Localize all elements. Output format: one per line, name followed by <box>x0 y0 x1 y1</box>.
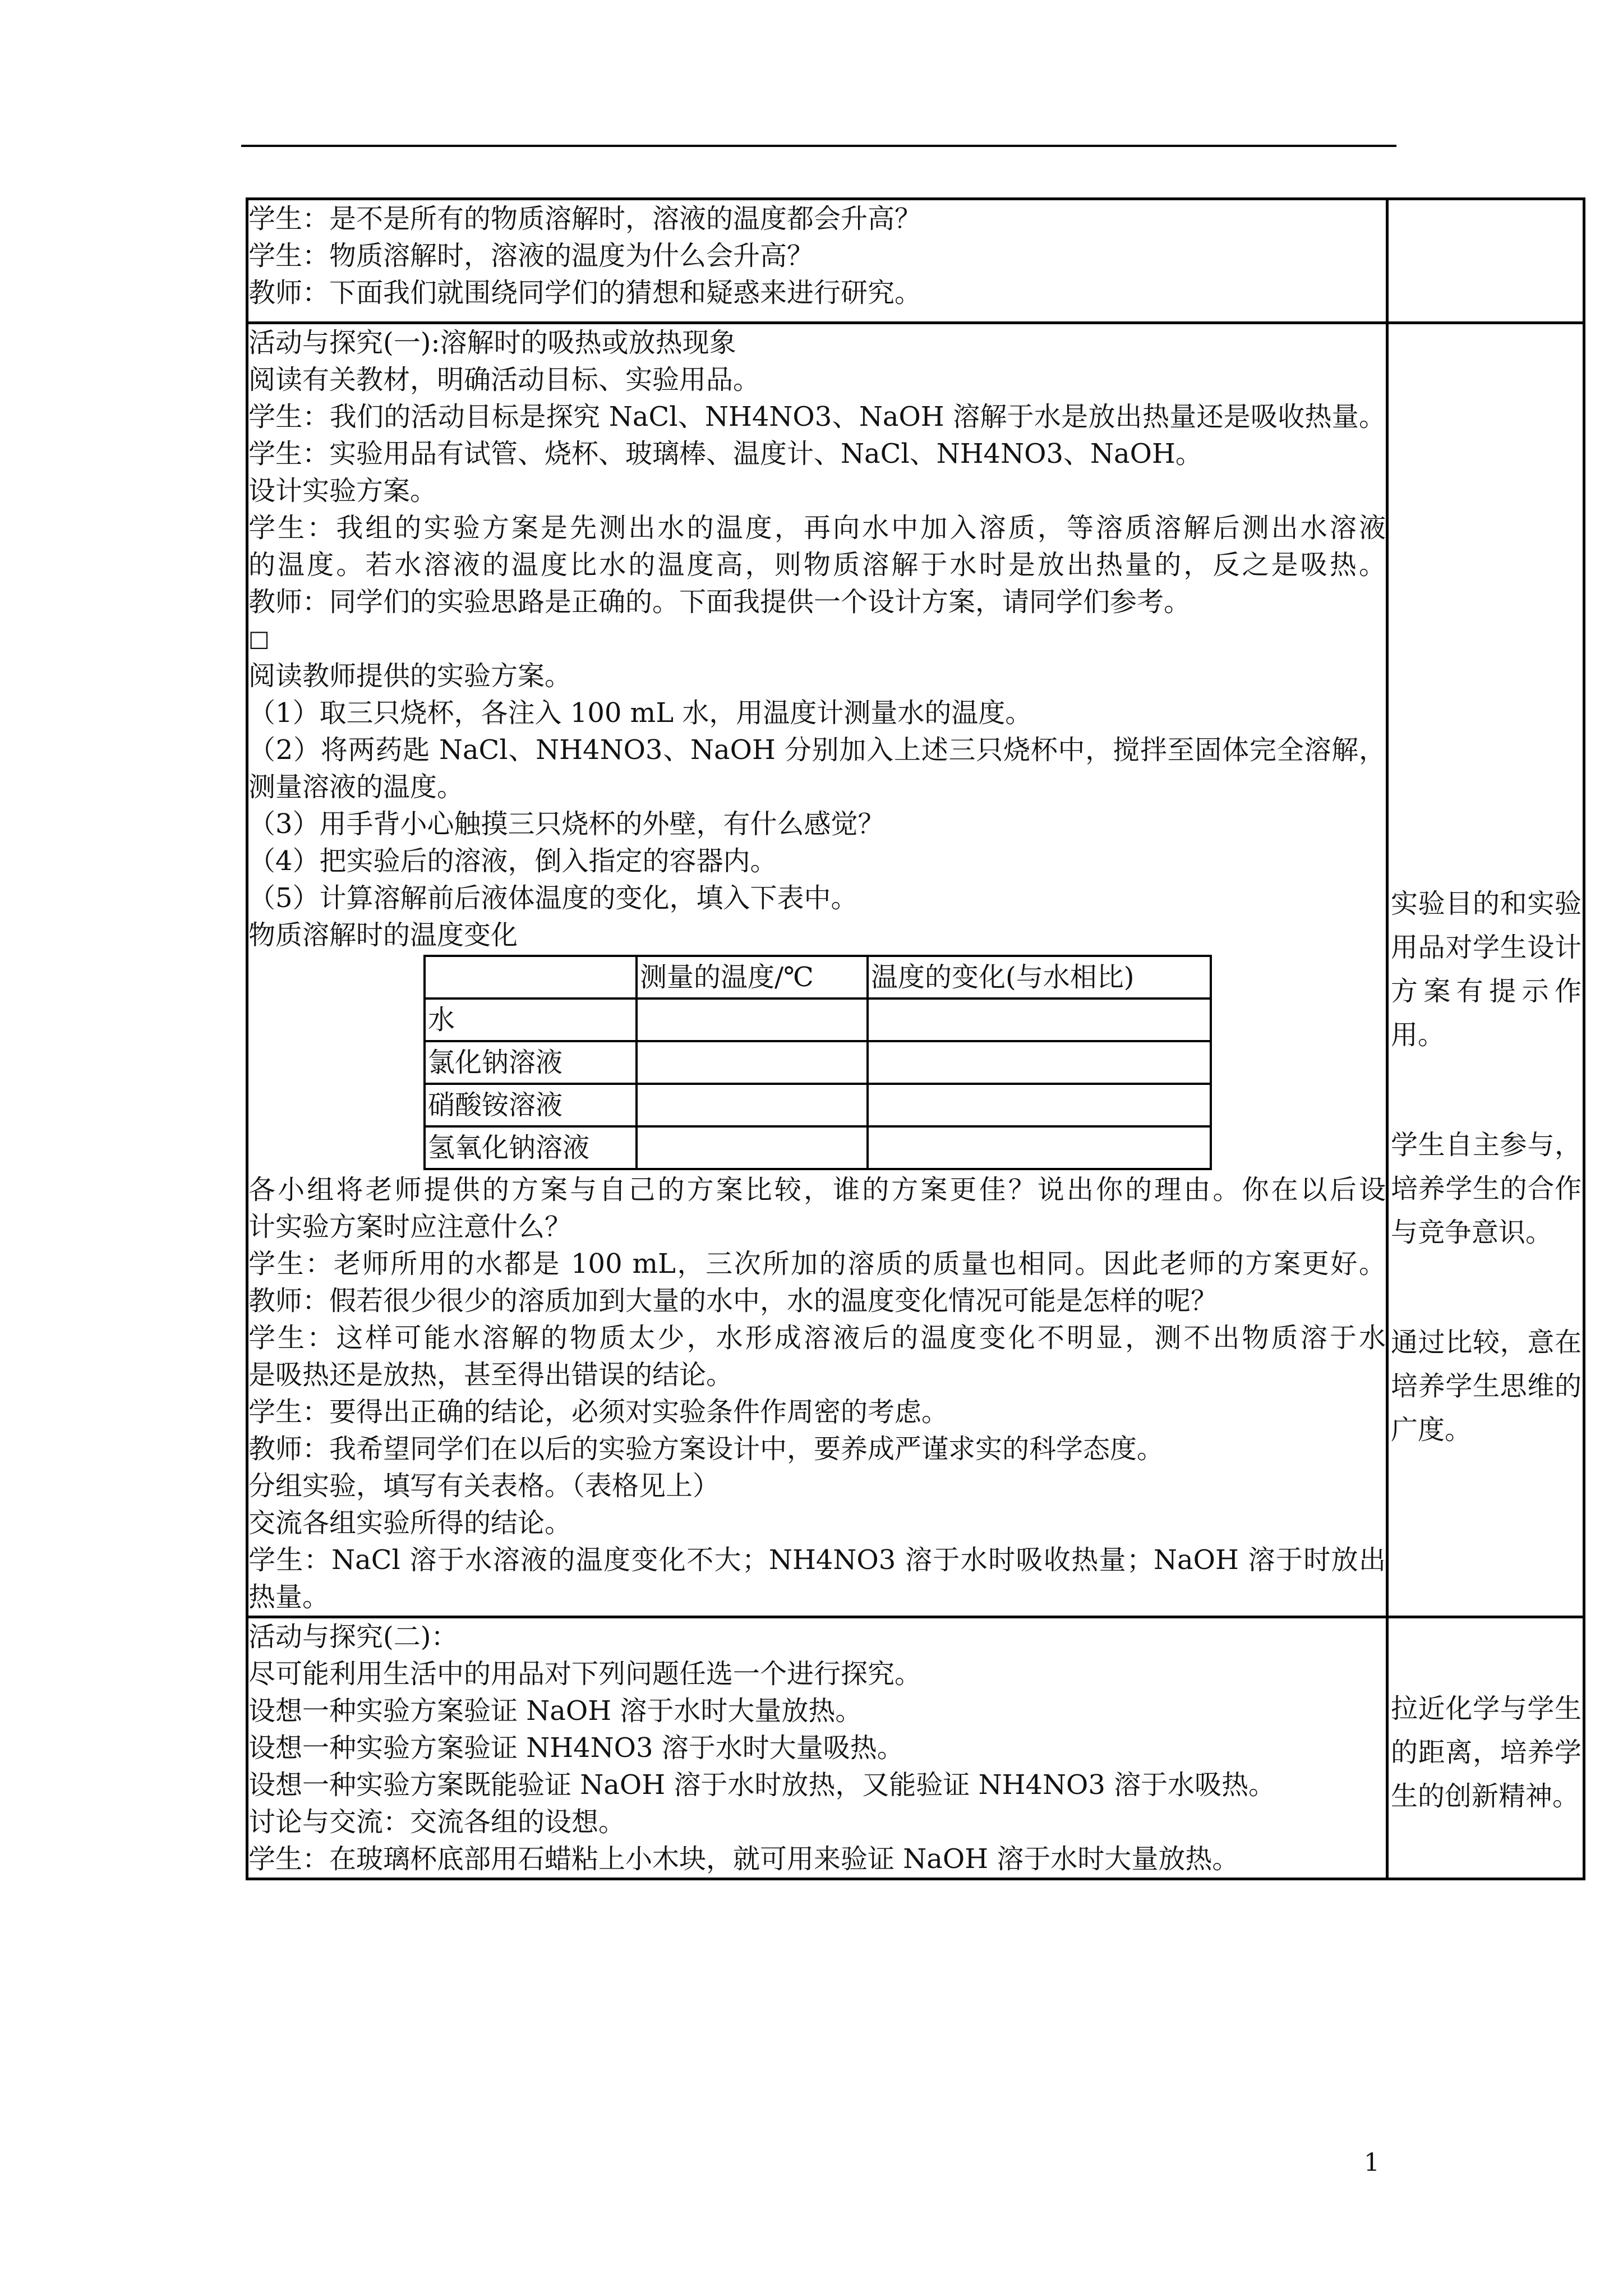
table-row <box>425 1126 1211 1169</box>
table-row-label: 氯化钠溶液 <box>425 1041 637 1084</box>
section1-notes-cell <box>1387 323 1584 1617</box>
section1-heading: 活动与探究(一):溶解时的吸热或放热现象 <box>248 327 736 358</box>
table-row-section2 <box>247 1617 1584 1879</box>
section2-line: 学生：在玻璃杯底部用石蜡粘上小木块，就可用来验证 NaOH 溶于水时大量放热。 <box>248 1843 1239 1875</box>
section1-cell <box>247 323 1387 1617</box>
section1-line: 阅读教师提供的实验方案。 <box>248 660 572 692</box>
section2-heading: 活动与探究(二)： <box>248 1621 458 1653</box>
placeholder-box-glyph: □ <box>248 626 270 652</box>
temperature-data-table <box>423 955 1212 1170</box>
procedure-step: （5）计算溶解前后液体温度的变化，填入下表中。 <box>248 882 858 914</box>
table-row-intro <box>247 199 1584 323</box>
intro-cell <box>247 199 1387 323</box>
section1-line: 学生：我们的活动目标是探究 NaCl、NH4NO3、NaOH 溶解于水是放出热量还是吸收热量。 <box>248 401 1386 432</box>
lesson-table <box>246 197 1585 1880</box>
data-table-caption: 物质溶解时的温度变化 <box>248 919 518 951</box>
section2-line: 设想一种实验方案既能验证 NaOH 溶于水时放热，又能验证 NH4NO3 溶于水吸热。 <box>248 1769 1276 1801</box>
table-cell-blank[interactable] <box>637 1041 868 1084</box>
section1-line: 教师：同学们的实验思路是正确的。下面我提供一个设计方案，请同学们参考。 <box>248 586 1191 618</box>
table-cell-blank[interactable] <box>868 1041 1211 1084</box>
table-row <box>425 1084 1211 1126</box>
procedure-step: （4）把实验后的溶液，倒入指定的容器内。 <box>248 845 777 877</box>
section1-line: 教师：假若很少很少的溶质加到大量的水中，水的温度变化情况可能是怎样的呢？ <box>248 1285 1218 1317</box>
section1-line: 各小组将老师提供的方案与自己的方案比较，谁的方案更佳？说出你的理由。你在以后设 <box>248 1174 1386 1205</box>
section2-line: 设想一种实验方案验证 NH4NO3 溶于水时大量吸热。 <box>248 1732 904 1764</box>
margin-note: 拉近化学与学生的距离，培养学生的创新精神。 <box>1391 1693 1581 1812</box>
section1-line: 设计实验方案。 <box>248 475 437 507</box>
procedure-step: （1）取三只烧杯，各注入 100 mL 水，用温度计测量水的温度。 <box>248 697 1032 729</box>
section1-line: 学生：老师所用的水都是 100 mL，三次所加的溶质的质量也相同。因此老师的方案更好。 <box>248 1248 1386 1280</box>
section1-line: 热量。 <box>248 1581 330 1613</box>
section1-line: 阅读有关教材，明确活动目标、实验用品。 <box>248 364 760 395</box>
table-cell-blank[interactable] <box>868 1084 1211 1126</box>
section1-line: 分组实验，填写有关表格。（表格见上） <box>248 1470 720 1502</box>
table-cell-blank[interactable] <box>637 1126 868 1169</box>
margin-note: 学生自主参与，培养学生的合作与竞争意识。 <box>1391 1129 1581 1248</box>
intro-line: 教师：下面我们就围绕同学们的猜想和疑惑来进行研究。 <box>248 277 922 309</box>
section2-note-cell <box>1387 1617 1584 1879</box>
table-row-label: 硝酸铵溶液 <box>425 1084 637 1126</box>
table-row <box>425 999 1211 1041</box>
section2-line: 设想一种实验方案验证 NaOH 溶于水时大量放热。 <box>248 1695 863 1727</box>
procedure-step: （3）用手背小心触摸三只烧杯的外壁，有什么感觉？ <box>248 808 885 840</box>
table-row <box>425 1041 1211 1084</box>
section2-cell <box>247 1617 1387 1879</box>
intro-note-cell <box>1387 199 1584 323</box>
table-header-cell: 测量的温度/℃ <box>637 956 868 999</box>
procedure-step: （2）将两药匙 NaCl、NH4NO3、NaOH 分别加入上述三只烧杯中，搅拌至固体完全溶解， <box>248 734 1386 766</box>
header-rule <box>241 145 1396 147</box>
table-row-section1 <box>247 323 1584 1617</box>
section2-line: 尽可能利用生活中的用品对下列问题任选一个进行探究。 <box>248 1658 922 1690</box>
section1-line: 学生：要得出正确的结论，必须对实验条件作周密的考虑。 <box>248 1396 949 1428</box>
section1-line: 教师：我希望同学们在以后的实验方案设计中，要养成严谨求实的科学态度。 <box>248 1433 1164 1465</box>
intro-line: 学生：物质溶解时，溶液的温度为什么会升高？ <box>248 240 814 272</box>
section1-line: 学生：实验用品有试管、烧杯、玻璃棒、温度计、NaCl、NH4NO3、NaOH。 <box>248 438 1202 470</box>
section1-line: 学生：这样可能水溶解的物质太少，水形成溶液后的温度变化不明显，测不出物质溶于水 <box>248 1322 1386 1354</box>
table-cell-blank[interactable] <box>868 999 1211 1041</box>
table-cell-blank[interactable] <box>637 1084 868 1126</box>
table-header-cell <box>425 956 637 999</box>
margin-note: 通过比较，意在培养学生思维的广度。 <box>1391 1327 1581 1446</box>
table-header-cell: 温度的变化(与水相比) <box>868 956 1211 999</box>
table-row-label: 水 <box>425 999 637 1041</box>
section1-line: 是吸热还是放热，甚至得出错误的结论。 <box>248 1359 734 1391</box>
table-row <box>425 956 1211 999</box>
table-cell-blank[interactable] <box>868 1126 1211 1169</box>
section1-line: 学生：NaCl 溶于水溶液的温度变化不大；NH4NO3 溶于水时吸收热量；NaOH 溶于时放出 <box>248 1544 1386 1576</box>
intro-line: 学生：是不是所有的物质溶解时，溶液的温度都会升高？ <box>248 203 922 234</box>
section1-line: 学生：我组的实验方案是先测出水的温度，再向水中加入溶质，等溶质溶解后测出水溶液 <box>248 512 1386 544</box>
procedure-step: 测量溶液的温度。 <box>248 771 464 803</box>
table-row-label: 氢氧化钠溶液 <box>425 1126 637 1169</box>
table-cell-blank[interactable] <box>637 999 868 1041</box>
section2-line: 讨论与交流：交流各组的设想。 <box>248 1806 626 1838</box>
margin-note: 实验目的和实验用品对学生设计方案有提示作用。 <box>1391 888 1581 1051</box>
section1-line: 交流各组实验所得的结论。 <box>248 1507 572 1539</box>
page-number: 1 <box>1364 2148 1380 2177</box>
section1-line: 计实验方案时应注意什么？ <box>248 1211 572 1243</box>
section1-line: 的温度。若水溶液的温度比水的温度高，则物质溶解于水时是放出热量的，反之是吸热。 <box>248 549 1386 581</box>
